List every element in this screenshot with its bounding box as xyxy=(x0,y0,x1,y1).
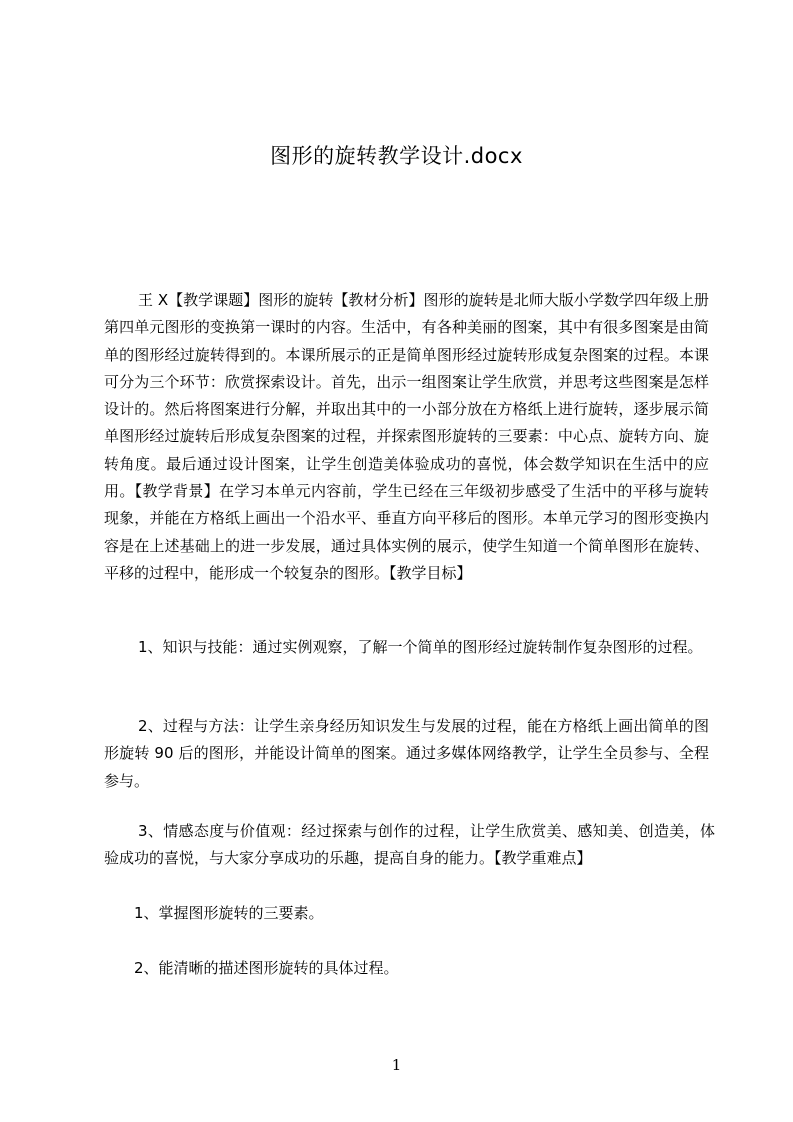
paragraph-objective-knowledge: 1、知识与技能：通过实例观察，了解一个简单的图形经过旋转制作复杂图形的过程。 xyxy=(138,638,703,656)
document-title: 图形的旋转教学设计.docx xyxy=(270,144,523,168)
paragraph-objective-emotion: 3、情感态度与价值观：经过探索与创作的过程，让学生欣赏美、感知美、创造美，体验成功的喜悦，与大家分享成功的乐趣，提高自身的能力。【教学重难点】 xyxy=(104,822,715,868)
paragraph-keypoint-2: 2、能清晰的描述图形旋转的具体过程。 xyxy=(134,959,399,977)
paragraph-intro: 王 X【教学课题】图形的旋转【教材分析】图形的旋转是北师大版小学数学四年级上册第四单元图形的变换第一课时的内容。生活中，有各种美丽的图案，其中有很多图案是由简单的图形经过旋转得到的。本课所展示的正是简单图形经过旋转形成复杂图案的过程。本课可分为三个环节：欣赏探索设计。首先，出示一组图案让学生欣赏，并思考这些图案是怎样设计的。然后将图案进行分解，并取出其中的一小部分放在方格纸上进行旋转，逐步展示简单图形经过旋转后形成复杂图案的过程，并探索图形旋转的三要素：中心点、旋转方向、旋转角度。最后通过设计图案，让学生创造美体验成功的喜悦，体会数学知识在生活中的应用。【教学背景】在学习本单元内容前，学生已经在三年级初步感受了生活中的平移与旋转现象，并能在方格纸上画出一个沿水平、垂直方向平移后的图形。本单元学习的图形变换内容是在上述基础上的进一步发展，通过具体实例的展示，使学生知道一个简单图形在旋转、平移的过程中，能形成一个较复杂的图形。【教学目标】 xyxy=(104,291,709,582)
paragraph-keypoint-1: 1、掌握图形旋转的三要素。 xyxy=(134,904,324,922)
page-number: 1 xyxy=(391,1056,402,1074)
paragraph-objective-process: 2、过程与方法：让学生亲身经历知识发生与发展的过程，能在方格纸上画出简单的图形旋转 90 后的图形，并能设计简单的图案。通过多媒体网络教学，让学生全员参与、全程参与。 xyxy=(104,717,709,790)
